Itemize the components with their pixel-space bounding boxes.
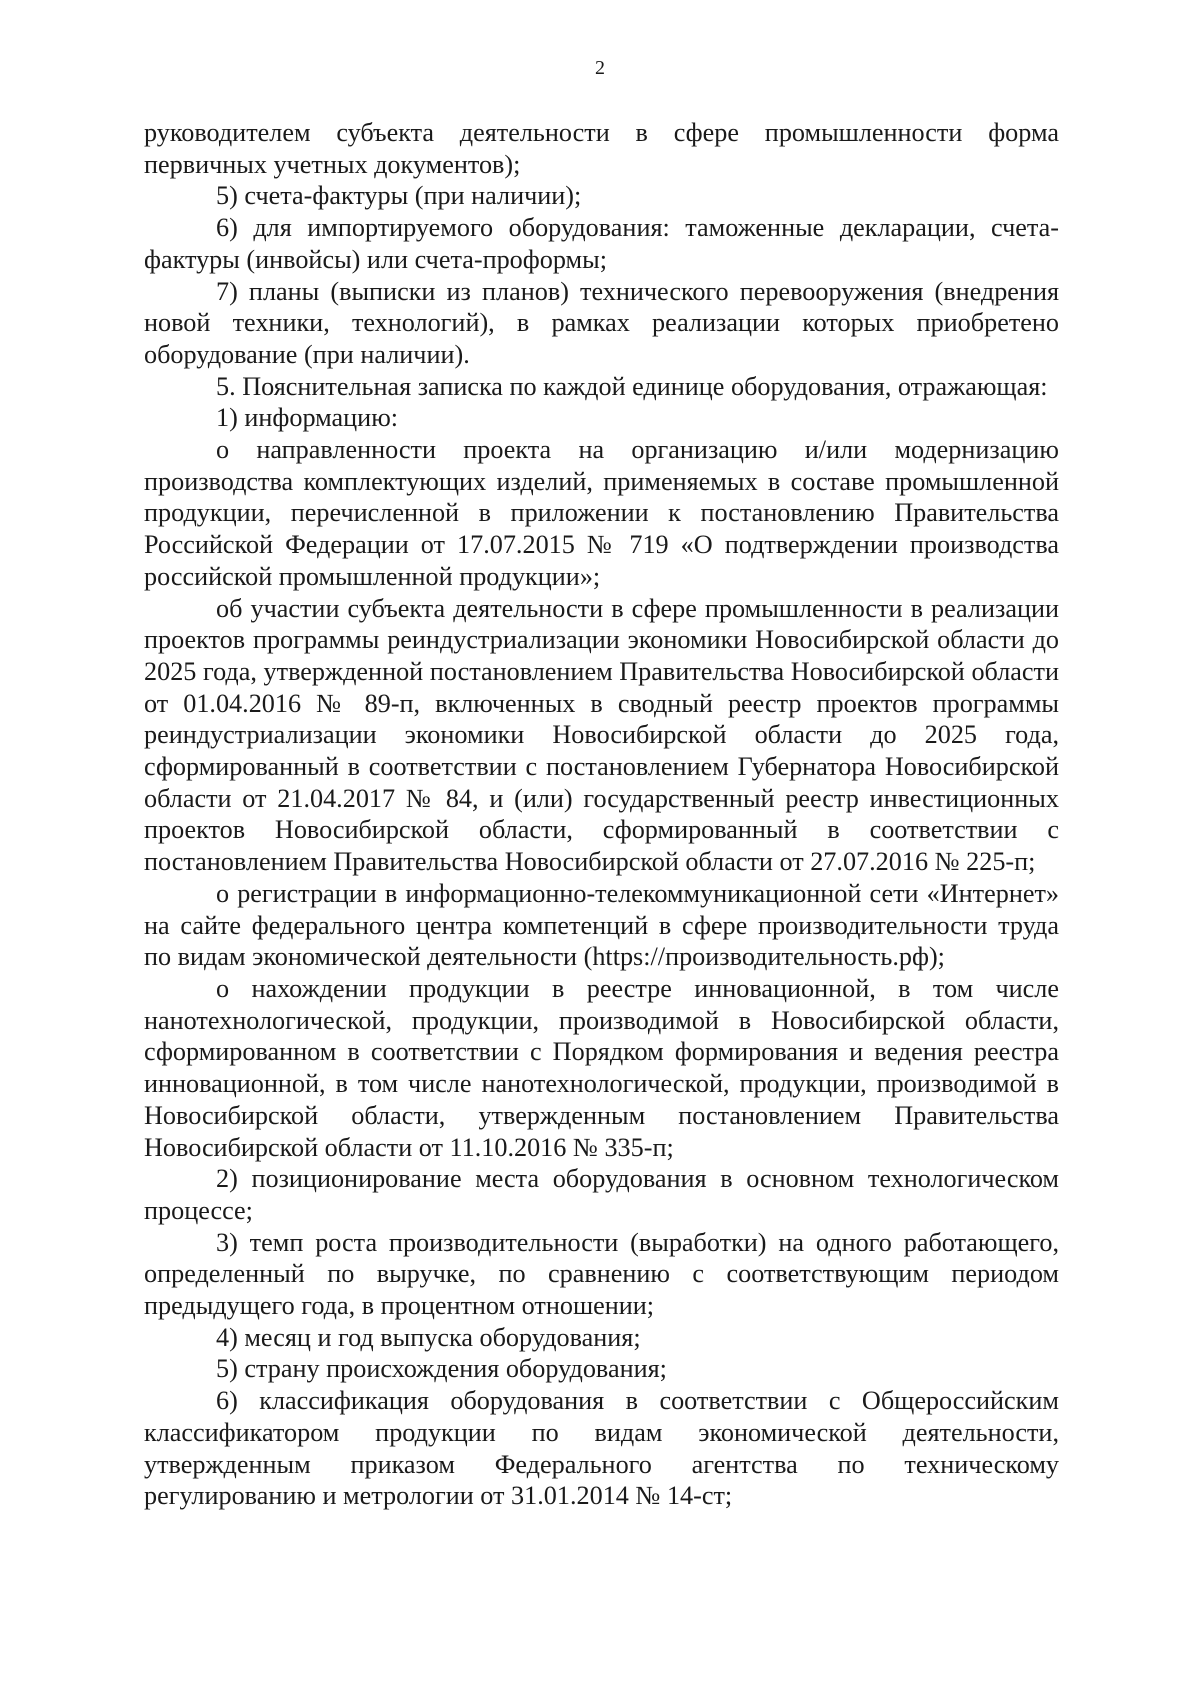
paragraph: 6) для импортируемого оборудования: таможенные декларации, счета-фактуры (инвойсы) или счета-проформы; <box>144 213 1059 274</box>
paragraph: 5. Пояснительная записка по каждой единице оборудования, отражающая: <box>216 371 1048 401</box>
paragraph: о направленности проекта на организацию и/или модернизацию производства комплектующих изделий, применяемых в составе промышленной продукции, перечисленной в приложении к постановлению Правительства Российской Федерации от 17.07.2015 № 719 «О подтверждении производства российской промышленной продукции»; <box>144 435 1059 591</box>
paragraph: 5) счета-фактуры (при наличии); <box>216 181 582 211</box>
paragraph: 6) классификация оборудования в соответствии с Общероссийским классификатором продукции по видам экономической деятельности, утвержденным приказом Федерального агентства по техническому регулированию и метрологии от 31.01.2014 № 14-ст; <box>144 1386 1059 1511</box>
paragraph: 1) информацию: <box>216 403 399 433</box>
page-number: 2 <box>595 57 605 79</box>
paragraph: 3) темп роста производительности (выработки) на одного работающего, определенный по выручке, по сравнению с соответствующим периодом предыдущего года, в процентном отношении; <box>144 1227 1059 1321</box>
document-body <box>144 117 1059 1512</box>
paragraph: 2) позиционирование места оборудования в основном технологическом процессе; <box>144 1164 1059 1225</box>
paragraph: о регистрации в информационно-телекоммуникационной сети «Интернет» на сайте федерального центра компетенций в сфере производительности труда по видам экономической деятельности (https://производительность.рф); <box>144 878 1059 972</box>
paragraph: 5) страну происхождения оборудования; <box>216 1354 667 1384</box>
paragraph: 4) месяц и год выпуска оборудования; <box>216 1322 641 1352</box>
paragraph: 7) планы (выписки из планов) технического перевооружения (внедрения новой техники, технологий), в рамках реализации которых приобретено оборудование (при наличии). <box>144 276 1059 369</box>
paragraph: о нахождении продукции в реестре инновационной, в том числе нанотехнологической, продукции, производимой в Новосибирской области, сформированном в соответствии с Порядком формирования и ведения реестра инновационной, в том числе нанотехнологической, продукции, производимой в Новосибирской области, утвержденным постановлением Правительства Новосибирской области от 11.10.2016 № 335-п; <box>144 973 1059 1162</box>
paragraph: об участии субъекта деятельности в сфере промышленности в реализации проектов программы реиндустриализации экономики Новосибирской области до 2025 года, утвержденной постановлением Правительства Новосибирской области от 01.04.2016 № 89-п, включенных в сводный реестр проектов программы реиндустриализации экономики Новосибирской области до 2025 года, сформированный в соответствии с постановлением Губернатора Новосибирской области от 21.04.2017 № 84, и (или) государственный реестр инвестиционных проектов Новосибирской области, сформированный в соответствии с постановлением Правительства Новосибирской области от 27.07.2016 № 225-п; <box>144 593 1059 877</box>
paragraph: руководителем субъекта деятельности в сфере промышленности форма первичных учетных документов); <box>144 118 1059 179</box>
